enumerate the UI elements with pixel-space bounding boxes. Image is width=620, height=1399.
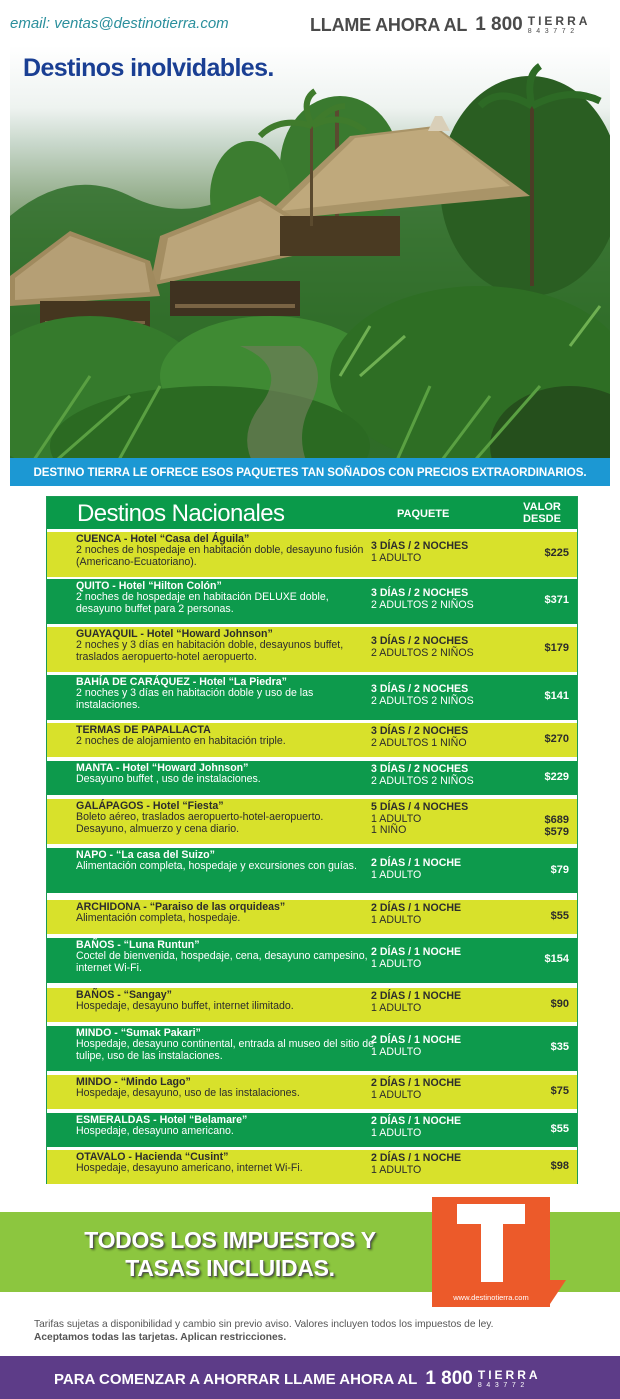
- footer-cta-label: PARA COMENZAR A AHORRAR LLAME AHORA AL: [54, 1370, 418, 1388]
- row-description: [76, 725, 376, 748]
- row-destination: GALÁPAGOS - Hotel “Fiesta”: [76, 800, 224, 812]
- row-duration: 2 DÍAS / 1 NOCHE: [371, 902, 462, 914]
- row-description: [76, 902, 376, 925]
- table-row[interactable]: [47, 938, 577, 983]
- call-label: LLAME AHORA AL: [310, 14, 468, 35]
- row-price: [509, 642, 569, 654]
- row-description: [76, 1028, 376, 1062]
- row-pax: 2 ADULTOS 2 NIÑOS: [371, 598, 474, 611]
- row-description: [76, 940, 376, 974]
- footer-cta[interactable]: [54, 1365, 541, 1393]
- footer-phone-word: TIERRA: [477, 1368, 541, 1382]
- row-description: [76, 801, 376, 835]
- row-package: [371, 903, 531, 926]
- row-price-value: $270: [544, 733, 569, 745]
- row-destination: MANTA - Hotel “Howard Johnson”: [76, 762, 249, 774]
- row-description: [76, 1152, 376, 1175]
- email-line[interactable]: [10, 15, 229, 32]
- phone-top: [310, 10, 590, 40]
- promo-line-2: TASAS INCLUIDAS.: [125, 1255, 335, 1281]
- row-details: 2 noches de alojamiento en habitación triple.: [76, 735, 286, 748]
- row-destination: NAPO - “La casa del Suizo”: [76, 849, 215, 861]
- table-row[interactable]: [47, 723, 577, 757]
- row-duration: 2 DÍAS / 1 NOCHE: [371, 1152, 462, 1164]
- row-details: Coctel de bienvenida, hospedaje, cena, desayuno campesino, internet Wi-Fi.: [76, 950, 368, 974]
- phone-word: TIERRA: [527, 14, 591, 28]
- col-header-value: VALOR DESDE: [523, 501, 561, 525]
- hero-banner: DESTINO TIERRA LE OFRECE ESOS PAQUETES TAN SOÑADOS CON PRECIOS EXTRAORDINARIOS.: [10, 458, 610, 486]
- row-description: [76, 581, 376, 615]
- row-destination: MINDO - “Mindo Lago”: [76, 1076, 191, 1088]
- logo-url: www.destinotierra.com: [453, 1293, 529, 1302]
- row-destination: CUENCA - Hotel “Casa del Águila”: [76, 533, 250, 545]
- row-duration: 2 DÍAS / 1 NOCHE: [371, 946, 462, 958]
- row-price-value: $225: [544, 547, 569, 559]
- table-row[interactable]: [47, 900, 577, 934]
- row-details: Boleto aéreo, traslados aeropuerto-hotel-aeropuerto. Desayuno, almuerzo y cena diario.: [76, 811, 324, 835]
- row-price: [509, 1160, 569, 1172]
- row-destination: OTAVALO - Hacienda “Cusint”: [76, 1151, 229, 1163]
- row-details: Hospedaje, desayuno americano.: [76, 1125, 234, 1138]
- footer-phone-digits: 843772: [477, 1382, 529, 1389]
- row-price-value: $689: [544, 814, 569, 826]
- fine-print-2: Aceptamos todas las tarjetas. Aplican restricciones.: [34, 1332, 287, 1343]
- row-price-value: $229: [544, 771, 569, 783]
- row-pax: 1 ADULTO: [371, 868, 422, 881]
- jungle-lodge-illustration: [10, 46, 610, 486]
- row-details: Hospedaje, desayuno continental, entrada al museo del sitio de tulipe, uso de las instalaciones.: [76, 1038, 375, 1062]
- table-row[interactable]: [47, 988, 577, 1022]
- row-price: [509, 690, 569, 702]
- row-destination: BAHÍA DE CARÁQUEZ - Hotel “La Piedra”: [76, 676, 287, 688]
- hero-photo: [10, 46, 610, 486]
- row-details: 2 noches de hospedaje en habitación DELUXE doble, desayuno buffet para 2 personas.: [76, 591, 329, 615]
- row-price: [509, 547, 569, 559]
- row-pax: 1 ADULTO: [371, 551, 422, 564]
- row-package: [371, 541, 531, 564]
- logo-speech-tail: [548, 1280, 566, 1307]
- row-destination: QUITO - Hotel “Hilton Colón”: [76, 580, 222, 592]
- row-details: Hospedaje, desayuno buffet, internet ilimitado.: [76, 1000, 294, 1013]
- row-description: [76, 763, 376, 786]
- table-row[interactable]: [47, 799, 577, 844]
- row-duration: 2 DÍAS / 1 NOCHE: [371, 1077, 462, 1089]
- row-pax: 1 ADULTO: [371, 1045, 422, 1058]
- table-row[interactable]: [47, 1026, 577, 1071]
- row-price-value: $75: [550, 1085, 569, 1097]
- row-duration: 5 DÍAS / 4 NOCHES: [371, 801, 469, 813]
- row-duration: 3 DÍAS / 2 NOCHES: [371, 587, 469, 599]
- row-pax: 2 ADULTOS 1 NIÑO: [371, 736, 467, 749]
- row-pax: 1 ADULTO: [371, 1126, 422, 1139]
- row-description: [76, 850, 376, 873]
- row-destination: ESMERALDAS - Hotel “Belamare”: [76, 1114, 248, 1126]
- row-duration: 2 DÍAS / 1 NOCHE: [371, 1034, 462, 1046]
- row-destination: MINDO - “Sumak Pakari”: [76, 1027, 201, 1039]
- row-price-value: $579: [544, 826, 569, 838]
- row-price: [509, 814, 569, 838]
- row-price-value: $154: [544, 953, 569, 965]
- table-row[interactable]: [47, 532, 577, 577]
- row-package: [371, 764, 531, 787]
- row-price: [509, 771, 569, 783]
- hero-title: Destinos inolvidables.: [23, 54, 274, 82]
- row-pax: 2 ADULTOS 2 NIÑOS: [371, 646, 474, 659]
- row-destination: TERMAS DE PAPALLACTA: [76, 724, 211, 736]
- row-details: Alimentación completa, hospedaje y excursiones con guías.: [76, 860, 357, 873]
- row-duration: 3 DÍAS / 2 NOCHES: [371, 540, 469, 552]
- row-package: [371, 636, 531, 659]
- row-package: [371, 588, 531, 611]
- row-package: [371, 991, 531, 1014]
- email-label: email:: [10, 15, 55, 32]
- row-price-value: $98: [550, 1160, 569, 1172]
- row-package: [371, 684, 531, 707]
- row-package: [371, 726, 531, 749]
- email-link[interactable]: ventas@destinotierra.com: [54, 15, 229, 32]
- row-destination: ARCHIDONA - “Paraiso de las orquideas”: [76, 901, 286, 913]
- row-pax: 2 ADULTOS 2 NIÑOS: [371, 774, 474, 787]
- destinations-table: [46, 496, 578, 1184]
- phone-word-block: [528, 15, 591, 35]
- row-description: [76, 990, 376, 1013]
- row-pax: 1 ADULTO: [371, 957, 422, 970]
- row-pax: 1 ADULTO: [371, 1088, 422, 1101]
- row-description: [76, 677, 376, 711]
- row-price-value: $35: [550, 1041, 569, 1053]
- row-pax: 1 ADULTO: [371, 1163, 422, 1176]
- row-description: [76, 534, 376, 568]
- row-duration: 2 DÍAS / 1 NOCHE: [371, 1115, 462, 1127]
- row-duration: 3 DÍAS / 2 NOCHES: [371, 725, 469, 737]
- row-description: [76, 1077, 376, 1100]
- row-destination: BAÑOS - “Luna Runtun”: [76, 939, 200, 951]
- row-price: [509, 594, 569, 606]
- row-pax: 1 ADULTO: [371, 812, 422, 825]
- row-package: [371, 1116, 531, 1139]
- row-duration: 3 DÍAS / 2 NOCHES: [371, 683, 469, 695]
- row-price: [509, 1123, 569, 1135]
- top-bar: [0, 0, 620, 46]
- row-package: [371, 858, 531, 881]
- table-row[interactable]: [47, 579, 577, 624]
- col-header-package: PAQUETE: [397, 508, 450, 520]
- fine-print-1: Tarifas sujetas a disponibilidad y cambio sin previo aviso. Valores incluyen todos los impuestos de ley.: [34, 1319, 494, 1330]
- row-package: [371, 1153, 531, 1176]
- row-destination: BAÑOS - “Sangay”: [76, 989, 172, 1001]
- table-row[interactable]: [47, 1150, 577, 1184]
- row-details: Hospedaje, desayuno americano, internet Wi-Fi.: [76, 1162, 303, 1175]
- row-price: [509, 998, 569, 1010]
- row-duration: 2 DÍAS / 1 NOCHE: [371, 857, 462, 869]
- table-row[interactable]: [47, 1075, 577, 1109]
- row-details: 2 noches de hospedaje en habitación doble, desayuno fusión (Americano-Ecuatoriano).: [76, 544, 364, 568]
- row-package: [371, 1078, 531, 1101]
- row-price: [509, 1041, 569, 1053]
- row-price: [509, 733, 569, 745]
- row-description: [76, 1115, 376, 1138]
- table-row[interactable]: [47, 1113, 577, 1147]
- row-package: [371, 802, 531, 837]
- row-price: [509, 953, 569, 965]
- row-price-value: $55: [550, 910, 569, 922]
- row-pax: 1 NIÑO: [371, 824, 407, 837]
- phone-prefix: 1 800: [475, 14, 523, 35]
- row-destination: GUAYAQUIL - Hotel “Howard Johnson”: [76, 628, 273, 640]
- row-price-value: $179: [544, 642, 569, 654]
- phone-digits: 843772: [527, 28, 579, 35]
- row-price: [509, 1085, 569, 1097]
- table-row[interactable]: [47, 848, 577, 893]
- row-duration: 2 DÍAS / 1 NOCHE: [371, 990, 462, 1002]
- row-duration: 3 DÍAS / 2 NOCHES: [371, 635, 469, 647]
- row-price: [509, 864, 569, 876]
- row-price-value: $141: [544, 690, 569, 702]
- row-price: [509, 910, 569, 922]
- row-details: 2 noches y 3 días en habitación doble, desayunos buffet, traslados aeropuerto-hotel aeropuerto.: [76, 639, 344, 663]
- row-details: Alimentación completa, hospedaje.: [76, 912, 241, 925]
- footer-phone-word-block: [478, 1369, 541, 1389]
- row-package: [371, 1035, 531, 1058]
- table-row[interactable]: [47, 627, 577, 672]
- row-details: Hospedaje, desayuno, uso de las instalaciones.: [76, 1087, 300, 1100]
- row-pax: 1 ADULTO: [371, 1001, 422, 1014]
- row-pax: 2 ADULTOS 2 NIÑOS: [371, 694, 474, 707]
- row-duration: 3 DÍAS / 2 NOCHES: [371, 763, 469, 775]
- destino-tierra-logo[interactable]: [432, 1197, 550, 1307]
- table-row[interactable]: [47, 761, 577, 795]
- row-price-value: $79: [550, 864, 569, 876]
- table-title: Destinos Nacionales: [77, 500, 285, 527]
- row-details: Desayuno buffet , uso de instalaciones.: [76, 773, 261, 786]
- table-header: [47, 497, 577, 529]
- row-pax: 1 ADULTO: [371, 913, 422, 926]
- logo-t-stem: [481, 1204, 503, 1282]
- promo-line-1: TODOS LOS IMPUESTOS Y: [84, 1227, 376, 1253]
- row-description: [76, 629, 376, 663]
- row-details: 2 noches y 3 días en habitación doble y uso de las instalaciones.: [76, 687, 314, 711]
- footer-phone-prefix: 1 800: [425, 1368, 473, 1389]
- row-price-value: $371: [544, 594, 569, 606]
- row-price-value: $90: [550, 998, 569, 1010]
- row-price-value: $55: [550, 1123, 569, 1135]
- row-package: [371, 947, 531, 970]
- table-row[interactable]: [47, 675, 577, 720]
